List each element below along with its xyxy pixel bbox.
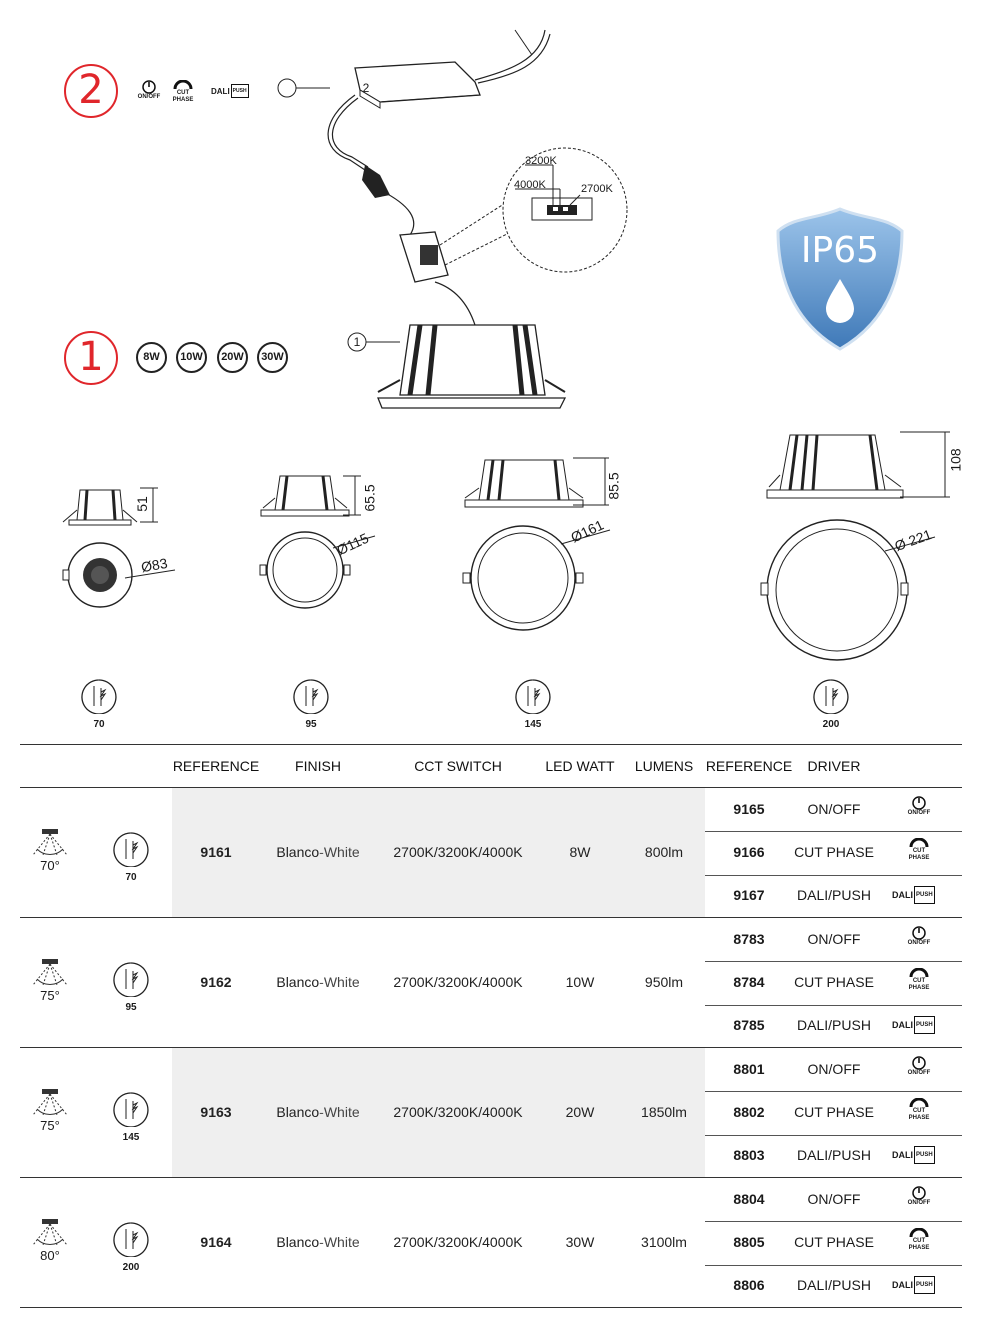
finish-es: Blanco	[276, 844, 320, 860]
dali-label: DALI	[211, 86, 230, 96]
finish-es: Blanco	[276, 974, 320, 990]
cutout-value: 95	[125, 1002, 137, 1013]
onoff-icon	[902, 926, 936, 947]
col-header-cct: CCT SWITCH	[414, 758, 502, 774]
drawing-20w	[455, 450, 625, 650]
beam-angle-value: 70°	[40, 858, 60, 873]
dali-label: DALI	[892, 1150, 913, 1161]
onoff-icon	[134, 80, 164, 101]
cut-label: CUT	[912, 847, 926, 854]
drawing-8w	[55, 470, 195, 620]
dim-diameter-161: Ø161	[568, 516, 607, 546]
finish-dash: -	[319, 844, 324, 860]
row-rule	[20, 917, 962, 918]
lumens-cell: 950lm	[644, 974, 684, 990]
cutout-value: 145	[122, 1132, 140, 1143]
driver-name-cell: ON/OFF	[807, 1190, 861, 1207]
cct-label-4000k: 4000K	[514, 179, 546, 191]
cct-cell: 2700K/3200K/4000K	[393, 974, 523, 990]
dali-push-icon	[211, 84, 249, 98]
finish-dash: -	[319, 974, 324, 990]
onoff-label: ON/OFF	[907, 939, 931, 946]
push-label: PUSH	[914, 1276, 935, 1294]
finish-dash: -	[319, 1234, 324, 1250]
cutout-value: 70	[125, 872, 137, 883]
driver-reference-cell: 8803	[733, 1147, 765, 1164]
reference-cell: 9164	[200, 1234, 232, 1250]
cut-phase-icon	[902, 838, 936, 862]
cutout-value: 200	[822, 719, 840, 730]
dali-push-icon	[892, 1276, 935, 1294]
dim-height-108: 108	[947, 448, 964, 472]
onoff-icon	[902, 796, 936, 817]
driver-reference-cell: 9166	[733, 843, 765, 860]
finish-en: White	[323, 1104, 360, 1120]
col-header-watt: LED WATT	[545, 758, 615, 774]
callout-driver-num: 2	[362, 81, 370, 95]
watt-chip-30w: 30W	[257, 342, 288, 373]
watt-cell: 30W	[565, 1234, 595, 1250]
phase-label: PHASE	[908, 1244, 930, 1251]
cut-phase-icon	[902, 968, 936, 992]
row-rule	[20, 1177, 962, 1178]
driver-reference-cell: 9165	[733, 800, 765, 817]
cutout-icon-200	[811, 676, 851, 730]
col-header-reference: REFERENCE	[172, 758, 260, 774]
product-assembly-drawing	[270, 20, 640, 420]
cutout-icon	[111, 959, 151, 1013]
watt-cell: 8W	[569, 844, 591, 860]
driver-reference-cell: 8805	[733, 1233, 765, 1250]
driver-reference-cell: 8783	[733, 930, 765, 947]
driver-name-cell: CUT PHASE	[794, 843, 874, 860]
onoff-label: ON/OFF	[907, 1199, 931, 1206]
ip65-shield-icon	[774, 205, 906, 353]
driver-name-cell: CUT PHASE	[794, 1103, 874, 1120]
cutout-value: 145	[524, 719, 542, 730]
onoff-label: ON/OFF	[907, 1069, 931, 1076]
driver-divider	[705, 1135, 962, 1136]
callout-lamp-num: 1	[353, 335, 361, 349]
driver-name-cell: DALI/PUSH	[797, 887, 871, 904]
cutout-value: 95	[305, 719, 317, 730]
phase-label: PHASE	[908, 854, 930, 861]
watt-chip-8w: 8W	[136, 342, 167, 373]
driver-reference-cell: 8784	[733, 973, 765, 990]
driver-name-cell: DALI/PUSH	[797, 1017, 871, 1034]
finish-cell	[262, 1234, 374, 1250]
finish-cell	[262, 1104, 374, 1120]
driver-divider	[705, 1221, 962, 1222]
driver-reference-cell: 8801	[733, 1060, 765, 1077]
reference-cell: 9163	[200, 1104, 232, 1120]
finish-es: Blanco	[276, 1104, 320, 1120]
watt-chip-20w: 20W	[217, 342, 248, 373]
phase-label: PHASE	[908, 1114, 930, 1121]
col-header-lumens: LUMENS	[634, 758, 694, 774]
dim-diameter-221: Ø 221	[892, 525, 934, 555]
table-top-rule	[20, 744, 962, 745]
finish-en: White	[323, 844, 360, 860]
dim-height-65: 65.5	[361, 484, 378, 512]
cutout-value: 200	[122, 1262, 140, 1273]
cutout-icon-95	[291, 676, 331, 730]
dali-push-icon	[892, 1146, 935, 1164]
onoff-label: ON/OFF	[137, 94, 161, 100]
dali-label: DALI	[892, 1020, 913, 1031]
beam-angle-icon	[25, 1217, 75, 1263]
dim-height-51: 51	[133, 496, 150, 512]
driver-name-cell: ON/OFF	[807, 1060, 861, 1077]
driver-name-cell: ON/OFF	[807, 930, 861, 947]
cutout-icon-145	[513, 676, 553, 730]
option-2-badge: 2	[64, 64, 118, 118]
cct-cell: 2700K/3200K/4000K	[393, 1104, 523, 1120]
dali-push-icon	[892, 886, 935, 904]
finish-dash: -	[319, 1104, 324, 1120]
reference-cell: 9161	[200, 844, 232, 860]
driver-divider	[705, 1265, 962, 1266]
driver-name-cell: CUT PHASE	[794, 1233, 874, 1250]
push-label: PUSH	[231, 84, 249, 98]
cut-phase-icon	[902, 1228, 936, 1252]
dali-label: DALI	[892, 890, 913, 901]
cct-label-2700k: 2700K	[581, 183, 613, 195]
finish-es: Blanco	[276, 1234, 320, 1250]
watt-cell: 10W	[565, 974, 595, 990]
beam-angle-value: 75°	[40, 1118, 60, 1133]
beam-angle-icon	[25, 827, 75, 873]
cut-label: CUT	[912, 1107, 926, 1114]
col-header-reference2: REFERENCE	[705, 758, 793, 774]
cut-phase-icon	[168, 80, 198, 104]
driver-reference-cell: 8806	[733, 1277, 765, 1294]
dim-diameter-83: Ø83	[139, 554, 169, 576]
finish-cell	[262, 974, 374, 990]
dim-height-85: 85.5	[605, 472, 622, 500]
cut-label: CUT	[912, 977, 926, 984]
driver-divider	[705, 875, 962, 876]
beam-angle-value: 80°	[40, 1248, 60, 1263]
watt-chip-10w: 10W	[176, 342, 207, 373]
finish-en: White	[323, 974, 360, 990]
finish-en: White	[323, 1234, 360, 1250]
driver-divider	[705, 1091, 962, 1092]
option-1-badge: 1	[64, 331, 118, 385]
drawing-30w	[755, 425, 965, 665]
cutout-icon-70	[79, 676, 119, 730]
phase-label: PHASE	[172, 97, 194, 103]
driver-divider	[705, 1005, 962, 1006]
watt-cell: 20W	[565, 1104, 595, 1120]
dim-diameter-115: Ø115	[334, 529, 372, 559]
driver-divider	[705, 831, 962, 832]
cut-label: CUT	[912, 1237, 926, 1244]
reference-cell: 9162	[200, 974, 232, 990]
push-label: PUSH	[914, 1016, 935, 1034]
driver-reference-cell: 9167	[733, 887, 765, 904]
driver-name-cell: ON/OFF	[807, 800, 861, 817]
driver-reference-cell: 8802	[733, 1103, 765, 1120]
cutout-value: 70	[93, 719, 105, 730]
onoff-icon	[902, 1186, 936, 1207]
cut-label: CUT	[176, 90, 190, 96]
lumens-cell: 1850lm	[641, 1104, 687, 1120]
cct-cell: 2700K/3200K/4000K	[393, 844, 523, 860]
push-label: PUSH	[914, 1146, 935, 1164]
cutout-icon	[111, 829, 151, 883]
driver-name-cell: DALI/PUSH	[797, 1277, 871, 1294]
onoff-icon	[902, 1056, 936, 1077]
dali-push-icon	[892, 1016, 935, 1034]
cutout-icon	[111, 1089, 151, 1143]
lumens-cell: 800lm	[644, 844, 684, 860]
row-rule	[20, 1307, 962, 1308]
onoff-label: ON/OFF	[907, 809, 931, 816]
driver-name-cell: CUT PHASE	[794, 973, 874, 990]
col-header-driver: DRIVER	[807, 758, 861, 774]
cutout-icon	[111, 1219, 151, 1273]
ip65-text: IP65	[800, 230, 880, 271]
driver-reference-cell: 8785	[733, 1017, 765, 1034]
cct-cell: 2700K/3200K/4000K	[393, 1234, 523, 1250]
beam-angle-value: 75°	[40, 988, 60, 1003]
push-label: PUSH	[914, 886, 935, 904]
driver-divider	[705, 961, 962, 962]
driver-reference-cell: 8804	[733, 1190, 765, 1207]
cut-phase-icon	[902, 1098, 936, 1122]
beam-angle-icon	[25, 957, 75, 1003]
lumens-cell: 3100lm	[641, 1234, 687, 1250]
driver-name-cell: DALI/PUSH	[797, 1147, 871, 1164]
dali-label: DALI	[892, 1280, 913, 1291]
beam-angle-icon	[25, 1087, 75, 1133]
phase-label: PHASE	[908, 984, 930, 991]
finish-cell	[262, 844, 374, 860]
col-header-finish: FINISH	[295, 758, 341, 774]
cct-label-3200k: 3200K	[525, 155, 557, 167]
